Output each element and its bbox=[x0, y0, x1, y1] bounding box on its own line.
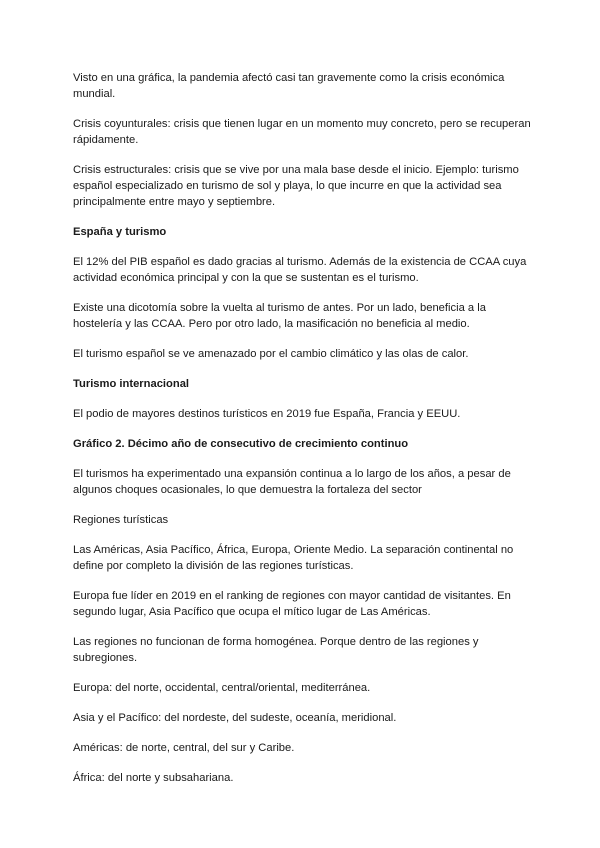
heading-turismo-internacional: Turismo internacional bbox=[73, 378, 190, 390]
paragraph-pandemia: Visto en una gráfica, la pandemia afectó casi tan gravemente como la crisis económica mundial. bbox=[73, 72, 505, 100]
paragraph-regiones-lista: Las Américas, Asia Pacífico, África, Europa, Oriente Medio. La separación continental no define por completo la división de las regiones turísticas. bbox=[73, 544, 514, 572]
paragraph-europa-lider: Europa fue líder en 2019 en el ranking de regiones con mayor cantidad de visitantes. En segundo lugar, Asia Pacífico que ocupa el mítico lugar de Las Américas. bbox=[73, 590, 511, 618]
paragraph-crisis-estructurales: Crisis estructurales: crisis que se vive por una mala base desde el inicio. Ejemplo: turismo español especializado en turismo de sol y playa, lo que incurre en que la actividad sea principalmente entre mayo y septiembre. bbox=[73, 164, 519, 208]
paragraph-expansion: El turismos ha experimentado una expansión continua a lo largo de los años, a pesar de algunos choques ocasionales, lo que demuestra la fortaleza del sector bbox=[73, 468, 511, 496]
paragraph-crisis-coyunturales: Crisis coyunturales: crisis que tienen lugar en un momento muy concreto, pero se recuperan rápidamente. bbox=[73, 118, 531, 146]
paragraph-africa: África: del norte y subsahariana. bbox=[73, 772, 234, 784]
heading-espana-turismo: España y turismo bbox=[73, 226, 167, 238]
paragraph-asia-pacifico: Asia y el Pacífico: del nordeste, del sudeste, oceanía, meridional. bbox=[73, 712, 397, 724]
paragraph-europa: Europa: del norte, occidental, central/oriental, mediterránea. bbox=[73, 682, 371, 694]
paragraph-pib: El 12% del PIB español es dado gracias al turismo. Además de la existencia de CCAA cuya actividad económica principal y con la que se sustentan es el turismo. bbox=[73, 256, 527, 284]
paragraph-podio: El podio de mayores destinos turísticos en 2019 fue España, Francia y EEUU. bbox=[73, 408, 461, 420]
heading-grafico-2: Gráfico 2. Décimo año de consecutivo de crecimiento continuo bbox=[73, 438, 409, 450]
paragraph-regiones-homogeneas: Las regiones no funcionan de forma homogénea. Porque dentro de las regiones y subregiones. bbox=[73, 636, 479, 664]
paragraph-cambio-climatico: El turismo español se ve amenazado por el cambio climático y las olas de calor. bbox=[73, 348, 469, 360]
paragraph-dicotomia: Existe una dicotomía sobre la vuelta al turismo de antes. Por un lado, beneficia a la hostelería y las CCAA. Pero por otro lado, la masificación no beneficia al medio. bbox=[73, 302, 486, 330]
paragraph-americas: Américas: de norte, central, del sur y Caribe. bbox=[73, 742, 295, 754]
paragraph-regiones-titulo: Regiones turísticas bbox=[73, 514, 169, 526]
document-body bbox=[73, 70, 533, 800]
